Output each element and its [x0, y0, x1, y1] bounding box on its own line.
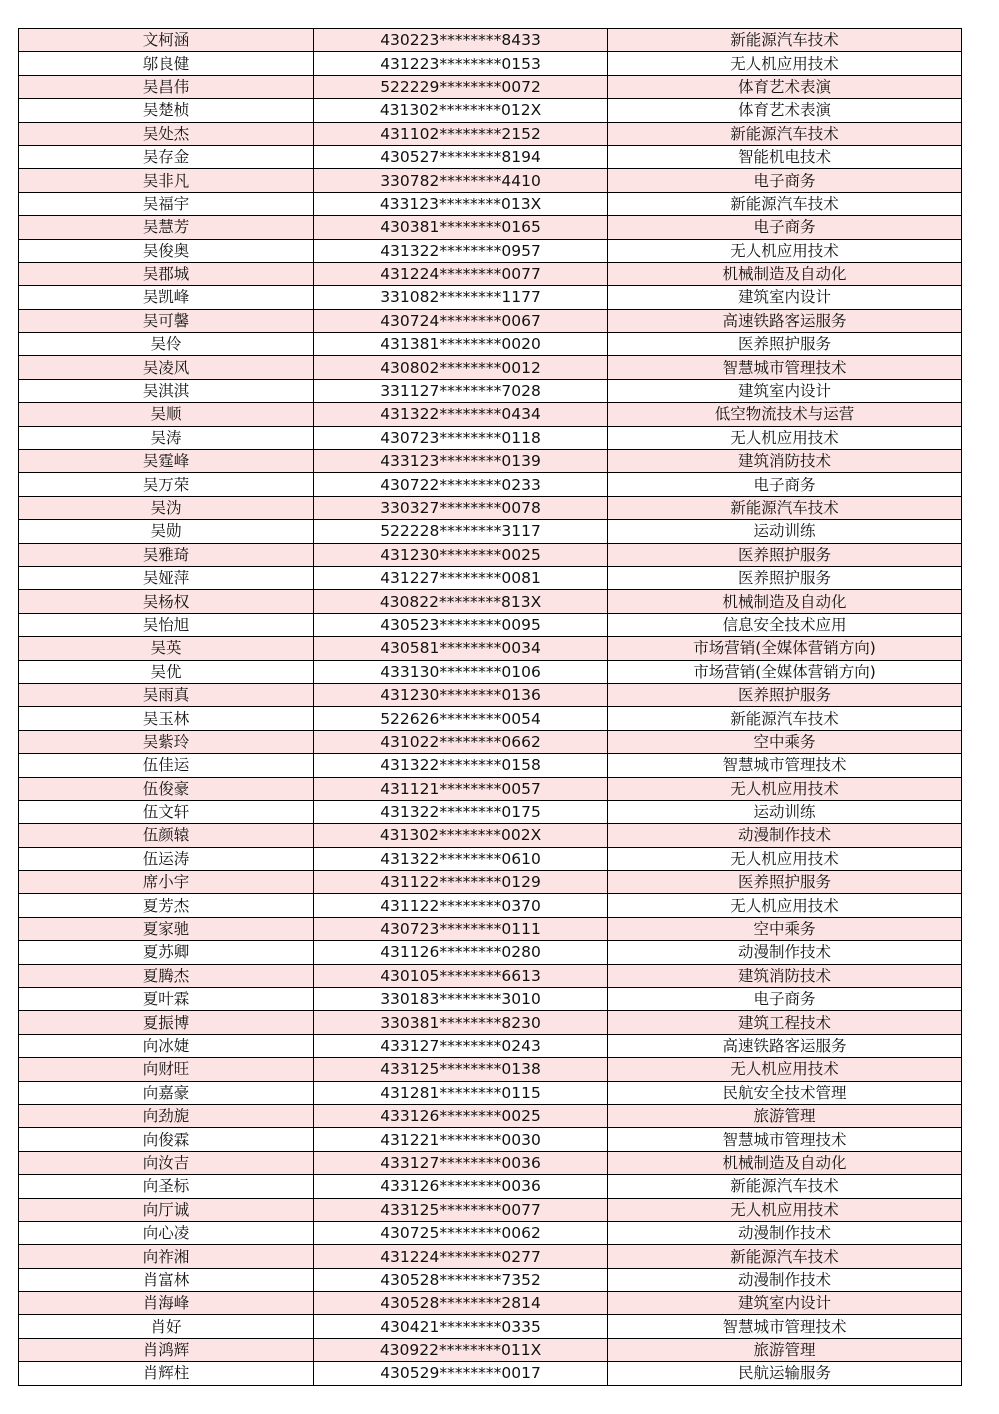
major-cell: 动漫制作技术 [608, 1221, 962, 1244]
student-name-cell: 肖海峰 [19, 1292, 314, 1315]
major-cell: 建筑室内设计 [608, 1292, 962, 1315]
id-number-cell: 431022********0662 [314, 730, 608, 753]
student-name-cell: 肖好 [19, 1315, 314, 1338]
student-name-cell: 伍俊豪 [19, 777, 314, 800]
major-cell: 建筑室内设计 [608, 286, 962, 309]
major-cell: 旅游管理 [608, 1338, 962, 1361]
student-name-cell: 吴淇淇 [19, 379, 314, 402]
student-name-cell: 吴凌风 [19, 356, 314, 379]
student-name-cell: 吴雅琦 [19, 543, 314, 566]
id-number-cell: 331082********1177 [314, 286, 608, 309]
student-name-cell: 吴霆峰 [19, 450, 314, 473]
table-row [19, 683, 962, 706]
student-name-cell: 向厅诚 [19, 1198, 314, 1221]
major-cell: 机械制造及自动化 [608, 1151, 962, 1174]
student-name-cell: 夏芳杰 [19, 894, 314, 917]
student-list-table [18, 28, 962, 1386]
table-row [19, 145, 962, 168]
table-row [19, 262, 962, 285]
table-row [19, 1034, 962, 1057]
table-row [19, 1338, 962, 1361]
id-number-cell: 522228********3117 [314, 520, 608, 543]
student-name-cell: 伍颜辕 [19, 824, 314, 847]
table-row [19, 754, 962, 777]
major-cell: 医养照护服务 [608, 683, 962, 706]
student-name-cell: 向圣标 [19, 1175, 314, 1198]
table-row [19, 239, 962, 262]
student-name-cell: 向俊霖 [19, 1128, 314, 1151]
major-cell: 新能源汽车技术 [608, 1175, 962, 1198]
id-number-cell: 431221********0030 [314, 1128, 608, 1151]
id-number-cell: 433125********0077 [314, 1198, 608, 1221]
id-number-cell: 431322********0434 [314, 403, 608, 426]
id-number-cell: 430105********6613 [314, 964, 608, 987]
student-name-cell: 肖富林 [19, 1268, 314, 1291]
table-row [19, 192, 962, 215]
table-row [19, 99, 962, 122]
table-row [19, 1362, 962, 1385]
id-number-cell: 430527********8194 [314, 145, 608, 168]
student-name-cell: 向劲旎 [19, 1104, 314, 1127]
id-number-cell: 431224********0077 [314, 262, 608, 285]
major-cell: 新能源汽车技术 [608, 192, 962, 215]
student-name-cell: 肖辉柱 [19, 1362, 314, 1385]
student-name-cell: 吴处杰 [19, 122, 314, 145]
major-cell: 高速铁路客运服务 [608, 309, 962, 332]
id-number-cell: 430529********0017 [314, 1362, 608, 1385]
major-cell: 机械制造及自动化 [608, 262, 962, 285]
major-cell: 动漫制作技术 [608, 824, 962, 847]
student-name-cell: 席小宇 [19, 871, 314, 894]
major-cell: 无人机应用技术 [608, 847, 962, 870]
table-row [19, 403, 962, 426]
id-number-cell: 431322********0957 [314, 239, 608, 262]
table-row [19, 1198, 962, 1221]
major-cell: 无人机应用技术 [608, 1198, 962, 1221]
id-number-cell: 430723********0111 [314, 917, 608, 940]
id-number-cell: 431102********2152 [314, 122, 608, 145]
major-cell: 民航运输服务 [608, 1362, 962, 1385]
major-cell: 运动训练 [608, 800, 962, 823]
major-cell: 无人机应用技术 [608, 426, 962, 449]
major-cell: 新能源汽车技术 [608, 1245, 962, 1268]
major-cell: 电子商务 [608, 988, 962, 1011]
table-row [19, 450, 962, 473]
id-number-cell: 430722********0233 [314, 473, 608, 496]
student-name-cell: 伍运涛 [19, 847, 314, 870]
table-row [19, 637, 962, 660]
id-number-cell: 430223********8433 [314, 29, 608, 52]
major-cell: 空中乘务 [608, 730, 962, 753]
student-name-cell: 夏腾杰 [19, 964, 314, 987]
id-number-cell: 431302********012X [314, 99, 608, 122]
table-row [19, 1268, 962, 1291]
major-cell: 智慧城市管理技术 [608, 1315, 962, 1338]
student-name-cell: 向冰婕 [19, 1034, 314, 1057]
major-cell: 机械制造及自动化 [608, 590, 962, 613]
major-cell: 新能源汽车技术 [608, 122, 962, 145]
student-name-cell: 吴郡城 [19, 262, 314, 285]
student-name-cell: 吴伶 [19, 333, 314, 356]
table-row [19, 1081, 962, 1104]
major-cell: 无人机应用技术 [608, 239, 962, 262]
table-row [19, 1058, 962, 1081]
major-cell: 无人机应用技术 [608, 894, 962, 917]
major-cell: 信息安全技术应用 [608, 613, 962, 636]
table-row [19, 1151, 962, 1174]
student-name-cell: 吴优 [19, 660, 314, 683]
major-cell: 市场营销(全媒体营销方向) [608, 637, 962, 660]
table-row [19, 1292, 962, 1315]
table-row [19, 426, 962, 449]
table-row [19, 1175, 962, 1198]
student-name-cell: 吴福宇 [19, 192, 314, 215]
table-row [19, 847, 962, 870]
major-cell: 建筑室内设计 [608, 379, 962, 402]
id-number-cell: 430723********0118 [314, 426, 608, 449]
major-cell: 新能源汽车技术 [608, 496, 962, 519]
id-number-cell: 430725********0062 [314, 1221, 608, 1244]
student-name-cell: 吴凯峰 [19, 286, 314, 309]
major-cell: 新能源汽车技术 [608, 29, 962, 52]
student-name-cell: 文柯涵 [19, 29, 314, 52]
table-row [19, 309, 962, 332]
table-row [19, 988, 962, 1011]
id-number-cell: 433127********0243 [314, 1034, 608, 1057]
major-cell: 民航安全技术管理 [608, 1081, 962, 1104]
major-cell: 电子商务 [608, 169, 962, 192]
student-name-cell: 夏苏卿 [19, 941, 314, 964]
student-name-cell: 吴娅萍 [19, 566, 314, 589]
student-list-body [19, 29, 962, 1386]
id-number-cell: 430528********2814 [314, 1292, 608, 1315]
table-row [19, 824, 962, 847]
major-cell: 体育艺术表演 [608, 75, 962, 98]
id-number-cell: 431227********0081 [314, 566, 608, 589]
id-number-cell: 433125********0138 [314, 1058, 608, 1081]
student-name-cell: 吴可馨 [19, 309, 314, 332]
table-row [19, 29, 962, 52]
table-row [19, 917, 962, 940]
table-row [19, 894, 962, 917]
student-name-cell: 向祚湘 [19, 1245, 314, 1268]
table-row [19, 473, 962, 496]
major-cell: 电子商务 [608, 216, 962, 239]
student-name-cell: 吴杨权 [19, 590, 314, 613]
id-number-cell: 431122********0370 [314, 894, 608, 917]
major-cell: 动漫制作技术 [608, 1268, 962, 1291]
student-name-cell: 吴英 [19, 637, 314, 660]
student-name-cell: 夏振博 [19, 1011, 314, 1034]
major-cell: 建筑工程技术 [608, 1011, 962, 1034]
id-number-cell: 433126********0036 [314, 1175, 608, 1198]
id-number-cell: 431302********002X [314, 824, 608, 847]
table-row [19, 286, 962, 309]
student-name-cell: 吴俊奥 [19, 239, 314, 262]
student-name-cell: 吴万荣 [19, 473, 314, 496]
table-row [19, 730, 962, 753]
id-number-cell: 431230********0025 [314, 543, 608, 566]
table-row [19, 1104, 962, 1127]
table-row [19, 660, 962, 683]
table-row [19, 333, 962, 356]
table-row [19, 1128, 962, 1151]
id-number-cell: 330183********3010 [314, 988, 608, 1011]
table-row [19, 216, 962, 239]
id-number-cell: 430802********0012 [314, 356, 608, 379]
table-row [19, 169, 962, 192]
major-cell: 动漫制作技术 [608, 941, 962, 964]
table-row [19, 1011, 962, 1034]
student-name-cell: 吴勋 [19, 520, 314, 543]
student-name-cell: 吴顺 [19, 403, 314, 426]
student-name-cell: 吴雨真 [19, 683, 314, 706]
id-number-cell: 433127********0036 [314, 1151, 608, 1174]
id-number-cell: 433126********0025 [314, 1104, 608, 1127]
student-name-cell: 吴慧芳 [19, 216, 314, 239]
student-name-cell: 夏家驰 [19, 917, 314, 940]
table-row [19, 520, 962, 543]
major-cell: 智能机电技术 [608, 145, 962, 168]
id-number-cell: 330782********4410 [314, 169, 608, 192]
major-cell: 无人机应用技术 [608, 777, 962, 800]
id-number-cell: 431281********0115 [314, 1081, 608, 1104]
id-number-cell: 430581********0034 [314, 637, 608, 660]
table-row [19, 379, 962, 402]
student-name-cell: 肖鸿辉 [19, 1338, 314, 1361]
table-row [19, 613, 962, 636]
id-number-cell: 430822********813X [314, 590, 608, 613]
table-row [19, 75, 962, 98]
student-name-cell: 吴涛 [19, 426, 314, 449]
student-name-cell: 吴玉林 [19, 707, 314, 730]
id-number-cell: 430523********0095 [314, 613, 608, 636]
student-name-cell: 吴沩 [19, 496, 314, 519]
id-number-cell: 431126********0280 [314, 941, 608, 964]
table-row [19, 777, 962, 800]
id-number-cell: 330327********0078 [314, 496, 608, 519]
major-cell: 运动训练 [608, 520, 962, 543]
student-name-cell: 吴怡旭 [19, 613, 314, 636]
id-number-cell: 431322********0610 [314, 847, 608, 870]
id-number-cell: 433130********0106 [314, 660, 608, 683]
major-cell: 医养照护服务 [608, 333, 962, 356]
student-name-cell: 吴存金 [19, 145, 314, 168]
table-row [19, 566, 962, 589]
major-cell: 医养照护服务 [608, 566, 962, 589]
major-cell: 医养照护服务 [608, 871, 962, 894]
major-cell: 智慧城市管理技术 [608, 754, 962, 777]
major-cell: 新能源汽车技术 [608, 707, 962, 730]
student-name-cell: 吴紫玲 [19, 730, 314, 753]
table-row [19, 590, 962, 613]
major-cell: 空中乘务 [608, 917, 962, 940]
table-row [19, 871, 962, 894]
id-number-cell: 430724********0067 [314, 309, 608, 332]
id-number-cell: 430528********7352 [314, 1268, 608, 1291]
major-cell: 高速铁路客运服务 [608, 1034, 962, 1057]
major-cell: 电子商务 [608, 473, 962, 496]
student-name-cell: 向嘉豪 [19, 1081, 314, 1104]
student-name-cell: 伍佳运 [19, 754, 314, 777]
table-row [19, 496, 962, 519]
table-row [19, 707, 962, 730]
table-row [19, 1221, 962, 1244]
table-row [19, 122, 962, 145]
id-number-cell: 431224********0277 [314, 1245, 608, 1268]
id-number-cell: 430421********0335 [314, 1315, 608, 1338]
student-name-cell: 邬良健 [19, 52, 314, 75]
table-row [19, 800, 962, 823]
student-name-cell: 向汝吉 [19, 1151, 314, 1174]
id-number-cell: 431322********0175 [314, 800, 608, 823]
id-number-cell: 522626********0054 [314, 707, 608, 730]
student-name-cell: 向财旺 [19, 1058, 314, 1081]
student-name-cell: 吴非凡 [19, 169, 314, 192]
id-number-cell: 331127********7028 [314, 379, 608, 402]
major-cell: 建筑消防技术 [608, 964, 962, 987]
id-number-cell: 522229********0072 [314, 75, 608, 98]
id-number-cell: 431223********0153 [314, 52, 608, 75]
major-cell: 旅游管理 [608, 1104, 962, 1127]
major-cell: 低空物流技术与运营 [608, 403, 962, 426]
major-cell: 智慧城市管理技术 [608, 1128, 962, 1151]
student-name-cell: 夏叶霖 [19, 988, 314, 1011]
table-row [19, 1315, 962, 1338]
id-number-cell: 433123********0139 [314, 450, 608, 473]
table-row [19, 1245, 962, 1268]
table-row [19, 964, 962, 987]
id-number-cell: 430381********0165 [314, 216, 608, 239]
major-cell: 市场营销(全媒体营销方向) [608, 660, 962, 683]
student-name-cell: 伍文轩 [19, 800, 314, 823]
major-cell: 无人机应用技术 [608, 52, 962, 75]
id-number-cell: 431381********0020 [314, 333, 608, 356]
id-number-cell: 431122********0129 [314, 871, 608, 894]
major-cell: 体育艺术表演 [608, 99, 962, 122]
id-number-cell: 330381********8230 [314, 1011, 608, 1034]
student-name-cell: 吴楚桢 [19, 99, 314, 122]
id-number-cell: 431121********0057 [314, 777, 608, 800]
id-number-cell: 431322********0158 [314, 754, 608, 777]
id-number-cell: 430922********011X [314, 1338, 608, 1361]
id-number-cell: 431230********0136 [314, 683, 608, 706]
major-cell: 智慧城市管理技术 [608, 356, 962, 379]
table-row [19, 52, 962, 75]
major-cell: 无人机应用技术 [608, 1058, 962, 1081]
id-number-cell: 433123********013X [314, 192, 608, 215]
major-cell: 建筑消防技术 [608, 450, 962, 473]
table-row [19, 941, 962, 964]
table-row [19, 543, 962, 566]
student-name-cell: 吴昌伟 [19, 75, 314, 98]
major-cell: 医养照护服务 [608, 543, 962, 566]
student-name-cell: 向心凌 [19, 1221, 314, 1244]
table-row [19, 356, 962, 379]
